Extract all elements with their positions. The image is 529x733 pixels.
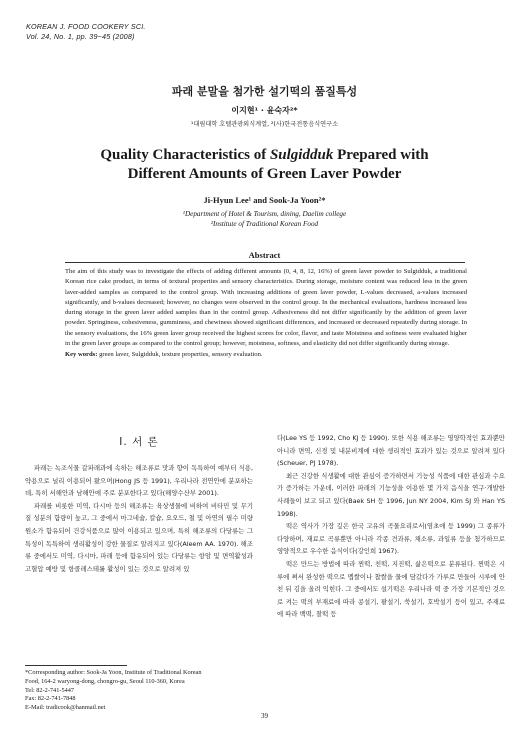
korean-title: 파래 분말을 첨가한 설기떡의 품질특성 [171,85,358,98]
left-column [25,462,253,575]
korean-authors: 이지현¹ · 윤숙자²* [231,106,298,115]
paragraph: 떡은 만드는 방법에 따라 찐떡, 친떡, 지진떡, 삶은떡으로 분류된다. 찐떡은 시루에 쪄서 완성한 떡으로 멥쌀이나 찹쌀을 물에 담갔다가 가루로 만들어 시루에 안친 뒤 김을 올려 익힌다. 그 중에서도 설기떡은 우리나라 떡 중 가장 기본적인 것으로 켜는 떡의 부재료에 따라 콩설기, 팥설기, 쑥설기, 호박설기 등이 있고, 주재료에 따라 백떡, 찰떡 등 [277,559,505,619]
affiliation-2: ²Institute of Traditional Korean Food [210,220,319,228]
paragraph: 떡은 역사가 가장 깊은 한국 고유의 곡물요리로서(염초애 등 1999) 그 종류가 다양하며, 재료로 곡류뿐만 아니라 각종 견과류, 채소류, 과일류 등을 첨가하므로 영양적으로 우수한 음식이다(강인희 1967). [277,522,505,556]
journal-header [26,22,146,41]
footnote-rule [25,665,127,666]
english-authors: Ji-Hyun Lee¹ and Sook-Ja Yoon²* [203,195,326,205]
journal-volume: Vol. 24, No. 1, pp. 39~45 (2008) [26,31,135,41]
keywords [65,350,467,360]
footnote-line: Food, 164-2 waryong-dong, chongro-gu, Seoul 110-360, Korea [25,677,185,685]
paragraph: 최근 건강한 식생활에 대한 관심이 증가하면서 기능성 식품에 대한 관심과 수요가 증가하는 가운데, 이러한 파래의 기능성을 이용한 몇 가지 음식을 연구·개발한 사례들이 보고 되고 있다(Baek SH 등 1996, Jun NY 2004, Kim SJ 와 Han YS 1998). [277,471,505,518]
section-heading-introduction: I. 서 론 [119,436,159,448]
abstract-text: The aim of this study was to investigate the effects of adding different amounts (0, 4, 8, 12, 16%) of green laver powder to Sulgidduk, a traditional Korean rice cake product, in terms of textural properties and sensory characteristics. During storage, moisture content was reduced less in the green laver-added samples as compared to the control group. With increasing additions of green laver powder, L-values decreased, a-values increased significantly, and b-values decreased; however, no changes were observed in the control group. In the mechanical evaluations, hardness increased less during storage in the green laver added samples than in the control group. Adhesiveness did not differ significantly by the addition of green laver powder. Springiness, cohesiveness, gumminess, and chewiness showed significant differences, and increased or decreased repeatedly during storage. In the sensory evaluations, the 16% green laver group received the highest scores for color, flavor, and taste Moistness and softness were evaluated higher in the green laver groups as compared to the control group; however, moistness, softness, and elasticity did not differ significantly during storage. [65,268,467,348]
abstract-rule-top [65,262,465,263]
abstract-block [65,267,467,361]
title-part-before: Quality Characteristics of [100,147,270,163]
keywords-text: green laver, Sulgidduk, texture properties, sensory evaluation. [99,351,263,359]
english-title [0,146,529,184]
corresponding-author-footnote [25,669,255,713]
paragraph: 파래를 비롯한 미역, 다시마 등의 해조류는 육상생물에 비하여 비타민 및 무기질 성분의 함량이 높고, 그 중에서 마그네슘, 칼슘, 요오드, 철 및 아연의 필수 미량원소가 함유되어 건강식품으로 많이 이용되고 있으며, 특히 해조류의 다당류는 그 특성이 독특하여 생리활성이 강한 물질로 알려지고 있다(Aleem AA. 1970). 해조류 중에서도 미역, 다시마, 파래 등에 함유되어 있는 다당류는 항암 및 면역활성과 고혈압 예방 및 항콜레스테롤 활성이 있는 것으로 알려져 있 [25,501,253,573]
english-affiliations [0,209,529,229]
english-title-line2: Different Amounts of Green Laver Powder [127,166,402,182]
right-column [277,432,505,621]
title-part-italic: Sulgidduk [269,147,334,163]
keywords-label: Key words: [65,351,98,359]
paragraph: 파래는 녹조식물 갈파래과에 속하는 해조류로 맛과 향이 독특하여 예부터 식용, 약용으로 널리 이용되어 왔으며(Hong JS 등 1991), 우리나라 전연안에 분포하는데, 특히 서해안과 남해안에 주로 분포한다고 있다(해양수산부 2001). [25,464,253,498]
english-title-line1 [0,146,529,165]
page-number: 39 [261,712,268,720]
footnote-line: Tel: 82-2-741-5447 [25,686,75,694]
title-part-after: Prepared with [333,147,429,163]
abstract-heading: Abstract [248,250,281,260]
journal-name: KOREAN J. FOOD COOKERY SCI. [26,22,146,31]
korean-affiliations: ¹대림대학 호텔관광외식계열, ²(사)한국전통음식연구소 [190,121,339,128]
footnote-line: Fax: 82-2-741-7848 [25,695,76,703]
paragraph: 다(Lee YS 등 1992, Cho KJ 등 1990). 또한 식용 해조류는 영양학적인 효과뿐만 아니라 면역, 신경 및 내분비계에 대한 생리적인 효과가 있는 것으로 알려져 있다(Scheuer, PJ 1978). [277,434,505,468]
footnote-line: E-Mail: tradicook@hanmail.net [25,704,106,712]
affiliation-1: ¹Department of Hotel & Tourism, dining, Daelim college [182,210,347,218]
footnote-line: *Corresponding author: Sook-Ja Yoon, Institute of Traditional Korean [25,669,202,676]
